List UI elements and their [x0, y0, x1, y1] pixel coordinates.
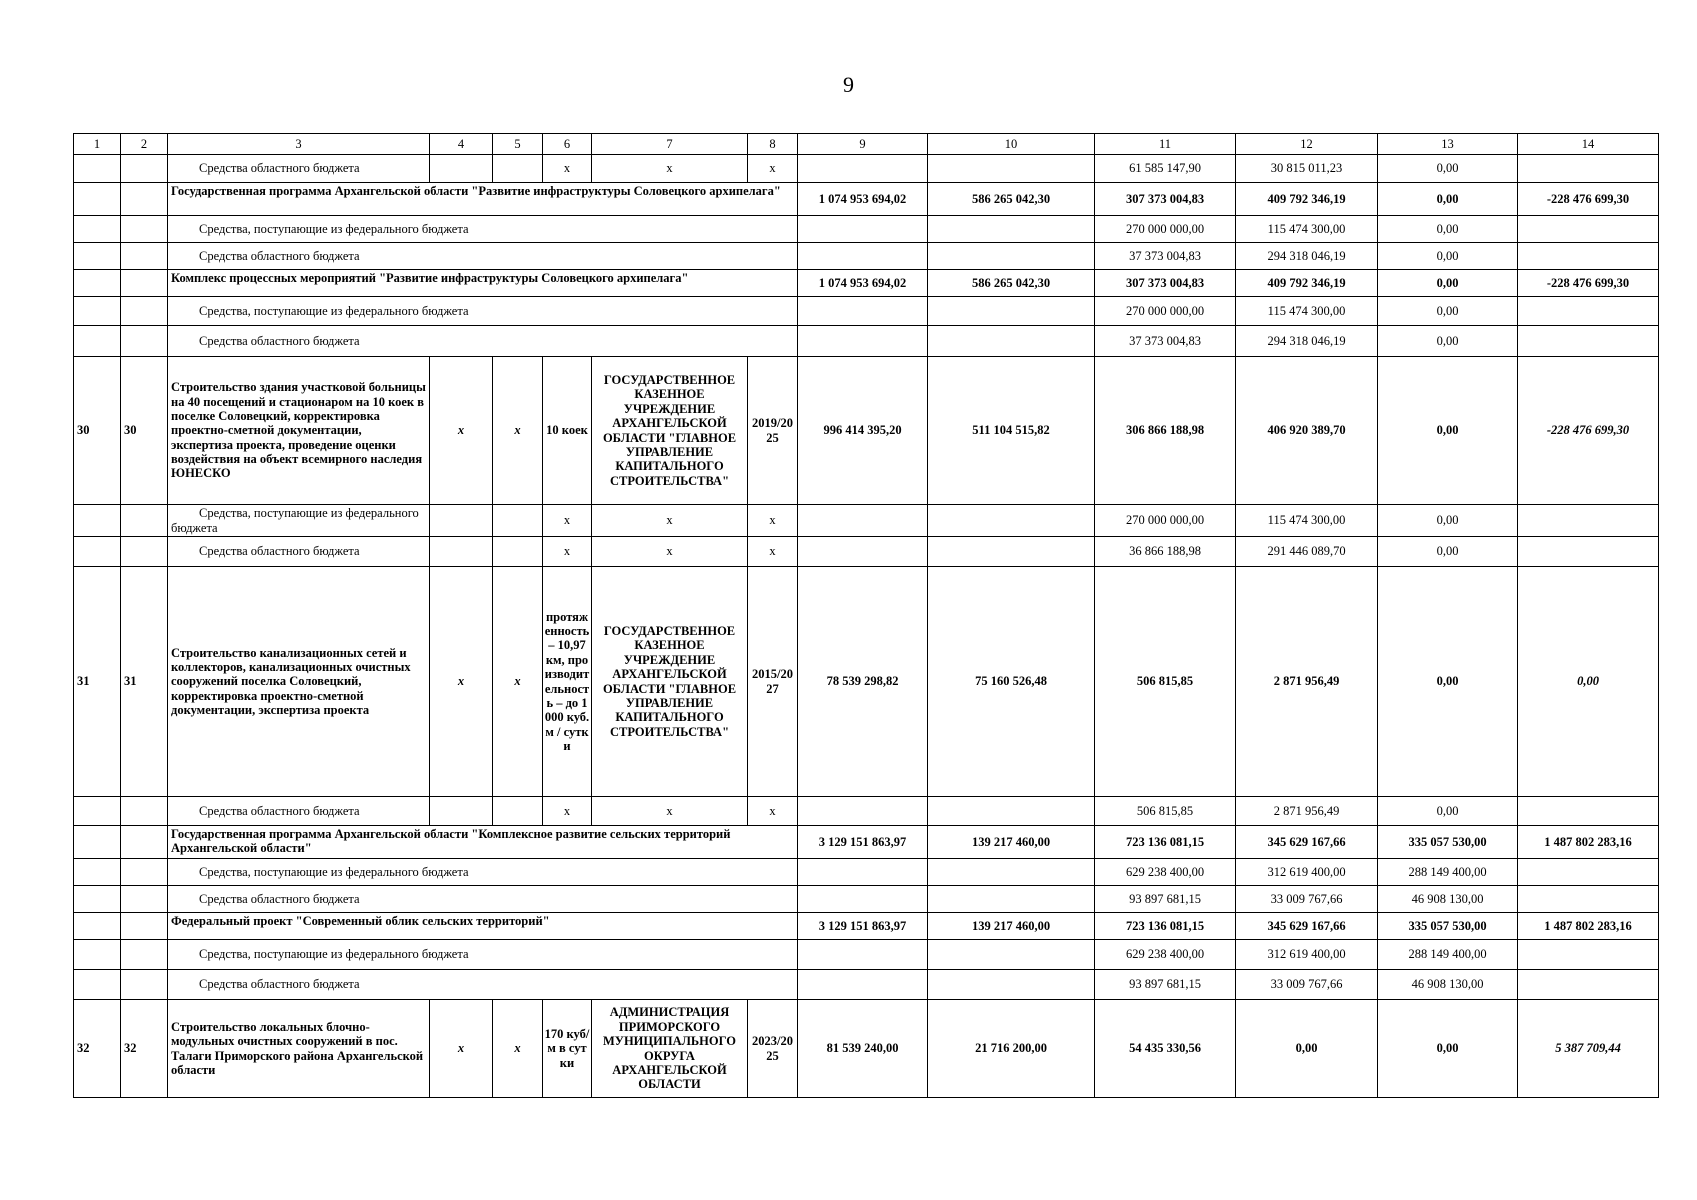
x-mark: x [748, 155, 798, 183]
cell-value: 3 129 151 863,97 [798, 913, 928, 940]
cell-value: 629 238 400,00 [1095, 940, 1236, 970]
col-header: 5 [493, 134, 543, 155]
x-mark: x [748, 797, 798, 826]
period: 2019/2025 [748, 357, 798, 505]
cell-value: 409 792 346,19 [1236, 183, 1378, 216]
cell-value: 270 000 000,00 [1095, 297, 1236, 326]
row-label: Средства, поступающие из федерального бюджета [168, 940, 798, 970]
x-mark: x [543, 505, 592, 537]
cell-value: 586 265 042,30 [928, 270, 1095, 297]
cell-value: 0,00 [1378, 357, 1518, 505]
x-mark: x [543, 537, 592, 567]
x-mark: x [592, 797, 748, 826]
cell-value: 46 908 130,00 [1378, 886, 1518, 913]
cell-value: 93 897 681,15 [1095, 886, 1236, 913]
row-label: Средства, поступающие из федерального бюджета [168, 859, 798, 886]
cell-value: 33 009 767,66 [1236, 970, 1378, 1000]
cell-value: 312 619 400,00 [1236, 859, 1378, 886]
x-mark: x [493, 357, 543, 505]
cell-value: 1 074 953 694,02 [798, 270, 928, 297]
cell-value: 288 149 400,00 [1378, 859, 1518, 886]
cell-value: 30 815 011,23 [1236, 155, 1378, 183]
cell-value: 0,00 [1378, 1000, 1518, 1098]
cell-value: 0,00 [1378, 243, 1518, 270]
cell-value: 288 149 400,00 [1378, 940, 1518, 970]
capacity: 170 куб/м в сутки [543, 1000, 592, 1098]
cell-value: 3 129 151 863,97 [798, 826, 928, 859]
cell-value: 75 160 526,48 [928, 567, 1095, 797]
program-title: Комплекс процессных мероприятий "Развитие инфраструктуры Соловецкого архипелага" [168, 270, 798, 297]
cell-value: 0,00 [1378, 216, 1518, 243]
cell-value: 0,00 [1378, 797, 1518, 826]
project-row [74, 357, 1659, 505]
cell-value: 0,00 [1378, 270, 1518, 297]
table-row [74, 970, 1659, 1000]
col-header: 8 [748, 134, 798, 155]
budget-table [73, 133, 1659, 1098]
x-mark: x [543, 155, 592, 183]
capacity: протяженность – 10,97 км, производительность – до 1 000 куб. м / сутки [543, 567, 592, 797]
cell-value: 306 866 188,98 [1095, 357, 1236, 505]
row-label: Средства областного бюджета [168, 970, 798, 1000]
x-mark: x [748, 505, 798, 537]
cell-value: 0,00 [1378, 297, 1518, 326]
cell-value: 81 539 240,00 [798, 1000, 928, 1098]
cell-value: 291 446 089,70 [1236, 537, 1378, 567]
row-number: 30 [74, 357, 121, 505]
col-header: 1 [74, 134, 121, 155]
cell-value: 115 474 300,00 [1236, 297, 1378, 326]
project-title: Строительство локальных блочно-модульных очистных сооружений в пос. Талаги Приморского района Архангельской области [168, 1000, 430, 1098]
cell-value: 33 009 767,66 [1236, 886, 1378, 913]
table-row [74, 155, 1659, 183]
table-row [74, 940, 1659, 970]
table-row [74, 243, 1659, 270]
col-header: 7 [592, 134, 748, 155]
row-label: Средства областного бюджета [168, 886, 798, 913]
row-label: Средства областного бюджета [168, 326, 798, 357]
program-row [74, 826, 1659, 859]
x-mark: x [592, 155, 748, 183]
col-header: 12 [1236, 134, 1378, 155]
row-label: Средства, поступающие из федерального бюджета [168, 505, 430, 537]
table-row [74, 859, 1659, 886]
program-title: Федеральный проект "Современный облик сельских территорий" [168, 913, 798, 940]
cell-value: 270 000 000,00 [1095, 216, 1236, 243]
x-mark: x [543, 797, 592, 826]
row-number: 32 [121, 1000, 168, 1098]
row-label: Средства, поступающие из федерального бюджета [168, 297, 798, 326]
cell-value: 345 629 167,66 [1236, 913, 1378, 940]
col-header: 13 [1378, 134, 1518, 155]
cell-value: 0,00 [1378, 537, 1518, 567]
cell-value: 0,00 [1378, 567, 1518, 797]
row-number: 30 [121, 357, 168, 505]
cell-value: 335 057 530,00 [1378, 826, 1518, 859]
responsible-org: АДМИНИСТРАЦИЯ ПРИМОРСКОГО МУНИЦИПАЛЬНОГО ОКРУГА АРХАНГЕЛЬСКОЙ ОБЛАСТИ [592, 1000, 748, 1098]
x-mark: x [592, 505, 748, 537]
cell-value: 307 373 004,83 [1095, 270, 1236, 297]
row-label: Средства областного бюджета [168, 155, 430, 183]
cell-value: 586 265 042,30 [928, 183, 1095, 216]
responsible-org: ГОСУДАРСТВЕННОЕ КАЗЕННОЕ УЧРЕЖДЕНИЕ АРХАНГЕЛЬСКОЙ ОБЛАСТИ "ГЛАВНОЕ УПРАВЛЕНИЕ КАПИТАЛЬНОГО СТРОИТЕЛЬСТВА" [592, 357, 748, 505]
cell-value: -228 476 699,30 [1518, 183, 1659, 216]
x-mark: x [430, 567, 493, 797]
cell-value: 1 487 802 283,16 [1518, 913, 1659, 940]
table-row [74, 297, 1659, 326]
cell-value: 270 000 000,00 [1095, 505, 1236, 537]
row-label: Средства областного бюджета [168, 797, 430, 826]
responsible-org: ГОСУДАРСТВЕННОЕ КАЗЕННОЕ УЧРЕЖДЕНИЕ АРХАНГЕЛЬСКОЙ ОБЛАСТИ "ГЛАВНОЕ УПРАВЛЕНИЕ КАПИТАЛЬНОГО СТРОИТЕЛЬСТВА" [592, 567, 748, 797]
x-mark: x [493, 1000, 543, 1098]
col-header: 2 [121, 134, 168, 155]
project-title: Строительство канализационных сетей и коллекторов, канализационных очистных сооружений поселка Соловецкий, корректировка проектно-сметной документации, экспертиза проекта [168, 567, 430, 797]
col-header: 9 [798, 134, 928, 155]
program-row [74, 270, 1659, 297]
cell-value: 54 435 330,56 [1095, 1000, 1236, 1098]
cell-value: 61 585 147,90 [1095, 155, 1236, 183]
x-mark: x [748, 537, 798, 567]
x-mark: x [592, 537, 748, 567]
row-label: Средства областного бюджета [168, 243, 798, 270]
cell-value: 46 908 130,00 [1378, 970, 1518, 1000]
table-row [74, 505, 1659, 537]
cell-value: 78 539 298,82 [798, 567, 928, 797]
cell-value: 629 238 400,00 [1095, 859, 1236, 886]
project-row [74, 567, 1659, 797]
program-row [74, 183, 1659, 216]
cell-value: 506 815,85 [1095, 797, 1236, 826]
project-row [74, 1000, 1659, 1098]
cell-value: 2 871 956,49 [1236, 797, 1378, 826]
row-label: Средства областного бюджета [168, 537, 430, 567]
cell-value: 2 871 956,49 [1236, 567, 1378, 797]
table-row [74, 216, 1659, 243]
cell-value: 93 897 681,15 [1095, 970, 1236, 1000]
cell-value: 115 474 300,00 [1236, 505, 1378, 537]
cell-value: 0,00 [1378, 505, 1518, 537]
program-title: Государственная программа Архангельской области "Развитие инфраструктуры Соловецкого архипелага" [168, 183, 798, 216]
cell-value: 406 920 389,70 [1236, 357, 1378, 505]
cell-value: -228 476 699,30 [1518, 270, 1659, 297]
cell-value: 1 074 953 694,02 [798, 183, 928, 216]
cell-value: 0,00 [1518, 567, 1659, 797]
col-header: 6 [543, 134, 592, 155]
page-number: 9 [843, 72, 854, 97]
cell-value: 0,00 [1378, 183, 1518, 216]
cell-value: 115 474 300,00 [1236, 216, 1378, 243]
cell-value: -228 476 699,30 [1518, 357, 1659, 505]
cell-value: 409 792 346,19 [1236, 270, 1378, 297]
cell-value: 36 866 188,98 [1095, 537, 1236, 567]
table-row [74, 886, 1659, 913]
program-row [74, 913, 1659, 940]
x-mark: x [430, 357, 493, 505]
cell-value: 21 716 200,00 [928, 1000, 1095, 1098]
table-row [74, 326, 1659, 357]
cell-value: 294 318 046,19 [1236, 326, 1378, 357]
row-number: 31 [121, 567, 168, 797]
header-row [74, 134, 1659, 155]
cell-value: 996 414 395,20 [798, 357, 928, 505]
cell-value: 1 487 802 283,16 [1518, 826, 1659, 859]
cell-value: 307 373 004,83 [1095, 183, 1236, 216]
cell-value: 5 387 709,44 [1518, 1000, 1659, 1098]
cell-value: 37 373 004,83 [1095, 243, 1236, 270]
col-header: 4 [430, 134, 493, 155]
cell-value: 0,00 [1378, 155, 1518, 183]
cell-value: 506 815,85 [1095, 567, 1236, 797]
cell-value: 312 619 400,00 [1236, 940, 1378, 970]
cell-value: 723 136 081,15 [1095, 913, 1236, 940]
col-header: 14 [1518, 134, 1659, 155]
cell-value: 345 629 167,66 [1236, 826, 1378, 859]
table-row [74, 797, 1659, 826]
cell-value: 294 318 046,19 [1236, 243, 1378, 270]
col-header: 10 [928, 134, 1095, 155]
cell-value: 511 104 515,82 [928, 357, 1095, 505]
row-number: 31 [74, 567, 121, 797]
cell-value: 0,00 [1378, 326, 1518, 357]
cell-value: 723 136 081,15 [1095, 826, 1236, 859]
project-title: Строительство здания участковой больницы на 40 посещений и стационаром на 10 коек в поселке Соловецкий, корректировка проектно-сметной документации, экспертиза проекта, проведение оценки воздействия на объект всемирного наследия ЮНЕСКО [168, 357, 430, 505]
row-number: 32 [74, 1000, 121, 1098]
col-header: 11 [1095, 134, 1236, 155]
capacity: 10 коек [543, 357, 592, 505]
program-title: Государственная программа Архангельской области "Комплексное развитие сельских территорий Архангельской области" [168, 826, 798, 859]
x-mark: x [493, 567, 543, 797]
row-label: Средства, поступающие из федерального бюджета [168, 216, 798, 243]
cell-value: 139 217 460,00 [928, 913, 1095, 940]
cell-value: 0,00 [1236, 1000, 1378, 1098]
x-mark: x [430, 1000, 493, 1098]
cell-value: 139 217 460,00 [928, 826, 1095, 859]
cell-value: 335 057 530,00 [1378, 913, 1518, 940]
cell-value: 37 373 004,83 [1095, 326, 1236, 357]
table-row [74, 537, 1659, 567]
col-header: 3 [168, 134, 430, 155]
period: 2015/2027 [748, 567, 798, 797]
period: 2023/2025 [748, 1000, 798, 1098]
